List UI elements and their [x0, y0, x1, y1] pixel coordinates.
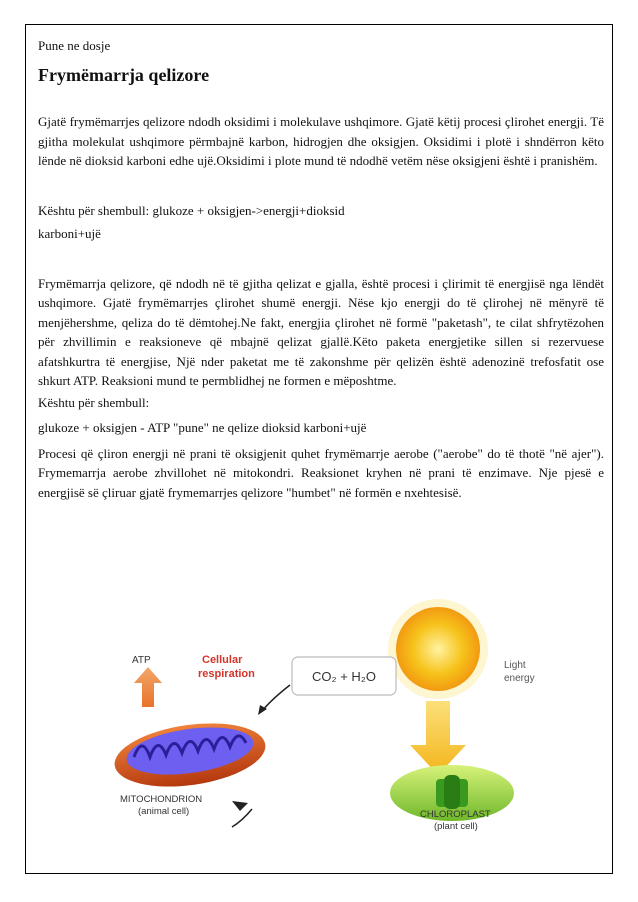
- document-page: [25, 24, 613, 874]
- paragraph-4: Frymëmarrja qelizore, që ndodh në të gjitha qelizat e gjalla, është procesi i çlirimit të energjisë nga lëndët ushqimore. Gjatë frymëmarrjes çlirohet shumë energji. Nëse kjo energji do të çlirohej në mënyrë të menjëhershme, qeliza do të dëmtohej.Ne fakt, energjia çlirohet në formë "paketash", te cilat shfrytëzohen për zhvillimin e reaksioneve që mbajnë qelizat gjallë.Këto paketa energjetike sillen si rezervuese afatshkurtra të energjise, Një nder paketat me të zakonshme për qelizën është adenozinë trefosfatit ose shkurt ATP. Reaksioni mund te permblidhej ne formen e mëposhtme.: [38, 275, 604, 388]
- co2-arrow-icon: [258, 685, 290, 715]
- diagram-svg: [102, 595, 602, 835]
- atp-arrow-icon: [134, 667, 162, 707]
- cellular-respiration-label-1: Cellular: [202, 654, 243, 666]
- paragraph-7: Procesi që çliron energji në prani të oksigjenit quhet frymëmarrje aerobe ("aerobe" do të thotë "në ajer"). Frymemarrja aerobe zhvillohet në mitokondri. Reaksionet kryhen në prani të enzimave. Nje pjesë e energjisë së çliruar gjatë frymemarrjes qelizore "humbet" në formën e nxehtesisë.: [38, 445, 604, 500]
- paragraph-1: Gjatë frymëmarrjes qelizore ndodh oksidimi i molekulave ushqimore. Gjatë këtij procesi çlirohet energji. Të gjitha molekulat ushqimore përmbajnë karbon, hidrogjen dhe oksigjen. Oksidimi i plotë i shndërron këto lënde në dioksid karboni edhe ujë.Oksidimi i plote mund të ndodhë vetëm nëse oksigjeni është i pranishëm.: [38, 114, 604, 168]
- chloroplast-label-1: CHLOROPLAST: [420, 809, 491, 820]
- cellular-respiration-label-2: respiration: [198, 668, 255, 680]
- chloroplast-label-2: (plant cell): [434, 821, 478, 832]
- paragraph-3: karboni+ujë: [38, 226, 101, 241]
- page-title: Frymëmarrja qelizore: [38, 65, 210, 85]
- return-arrow-icon: [232, 801, 252, 827]
- light-energy-arrow-icon: [410, 701, 466, 775]
- paragraph-5: Kështu për shembull:: [38, 394, 150, 410]
- cellular-respiration-diagram: [102, 595, 602, 835]
- mitochondrion-icon: [111, 715, 270, 796]
- mitochondrion-label-2: (animal cell): [138, 806, 190, 817]
- light-energy-label-2: energy: [504, 673, 535, 684]
- co2-h2o-label: CO₂ + H₂O: [312, 669, 376, 684]
- sun-icon: [388, 599, 488, 699]
- light-energy-label-1: Light: [504, 660, 526, 671]
- paragraph-2: Kështu për shembull: glukoze + oksigjen->energji+dioksid: [38, 202, 345, 218]
- document-content: [38, 37, 604, 502]
- atp-label: ATP: [132, 655, 151, 666]
- mitochondrion-label-1: MITOCHONDRION: [120, 794, 203, 805]
- header-label: Pune ne dosje: [38, 38, 111, 53]
- paragraph-6: glukoze + oksigjen - ATP "pune" ne qelize dioksid karboni+ujë: [38, 420, 367, 435]
